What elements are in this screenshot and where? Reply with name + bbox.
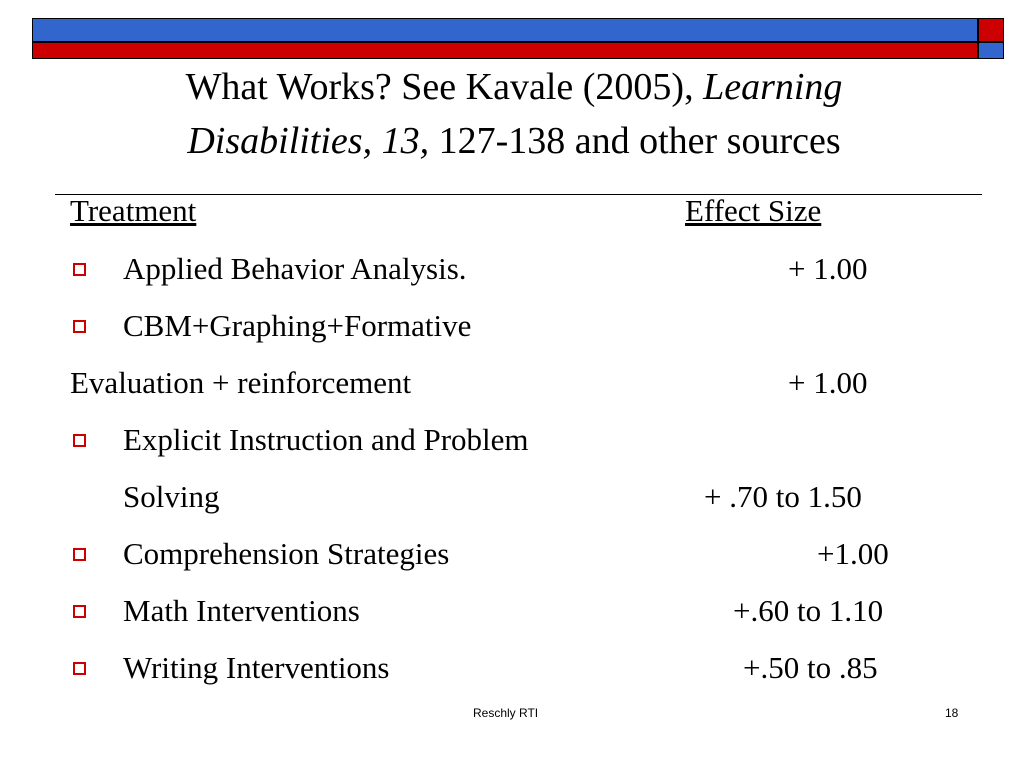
title-italic-text: Learning: [703, 66, 843, 108]
hollow-square-icon: [73, 434, 86, 447]
title-plain-text: What Works? See Kavale (2005),: [185, 66, 704, 108]
hollow-square-icon: [73, 263, 86, 276]
effect-size-value: +.60 to 1.10: [733, 593, 884, 628]
treatment-label: Comprehension Strategies: [123, 536, 450, 571]
title-italic-text: Disabilities, 13,: [187, 120, 430, 162]
treatment-label: Math Interventions: [123, 593, 360, 628]
hollow-square-icon: [73, 320, 86, 333]
header-bar-blue: [32, 18, 978, 42]
header-bar-red: [32, 42, 978, 59]
header-treatment: Treatment: [70, 193, 197, 228]
header-square-blue: [978, 42, 1004, 59]
effect-size-value: + 1.00: [788, 251, 868, 286]
effect-size-value: + .70 to 1.50: [704, 479, 862, 514]
footer-text: Reschly RTI: [473, 706, 539, 720]
treatment-label: Solving: [123, 479, 220, 514]
slide-number: 18: [945, 706, 959, 720]
slide-title-line-2: [60, 115, 968, 167]
effect-size-value: +1.00: [817, 536, 889, 571]
header-effect-size: Effect Size: [685, 193, 822, 228]
hollow-square-icon: [73, 662, 86, 675]
treatment-label: Writing Interventions: [123, 650, 390, 685]
treatment-label: Evaluation + reinforcement: [70, 365, 412, 400]
slide-title-line-1: [60, 61, 968, 113]
treatment-label: CBM+Graphing+Formative: [123, 308, 472, 343]
hollow-square-icon: [73, 605, 86, 618]
header-square-red: [978, 18, 1004, 42]
effect-size-value: + 1.00: [788, 365, 868, 400]
title-plain-text: 127-138 and other sources: [429, 120, 841, 162]
treatment-label: Explicit Instruction and Problem: [123, 422, 529, 457]
effect-size-value: +.50 to .85: [743, 650, 878, 685]
hollow-square-icon: [73, 548, 86, 561]
treatment-label: Applied Behavior Analysis.: [123, 251, 467, 286]
